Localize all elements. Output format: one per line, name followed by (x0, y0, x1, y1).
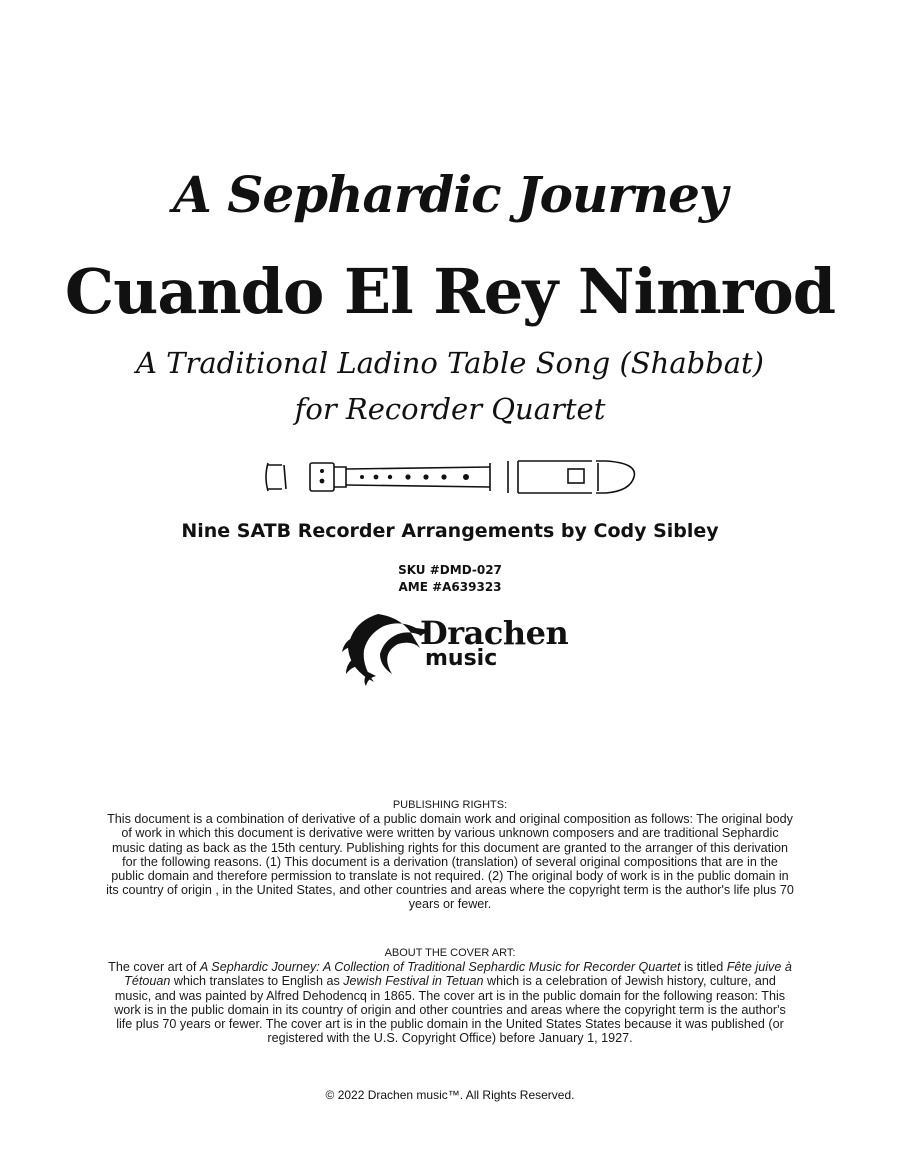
ame-number: AME #A639323 (398, 580, 502, 594)
cover-art-heading: ABOUT THE COVER ART: (384, 947, 516, 959)
collection-title: A Sephardic Journey: A Collection of Traditional Sephardic Music for Recorder Quartet (199, 960, 681, 975)
cover-art-text: The cover art of A Sephardic Journey: A Collection of Traditional Sephardic Music for Recorder Quartet is titled Fête juive à Tétouan which translates to English as Jewish Festival in Tetuan which is a celebration of Jewish history, culture, and music, and was painted by Alfred Dehodencq in 1865. The cover art is in the public domain for the following reason: This work is in the public domain in its country of origin and other countries and areas where the copyright term is the author's life plus 70 years or fewer. The cover art is in the public domain in the United States States because it was published (or registered with the U.S. Copyright Office) before January 1, 1927. (108, 960, 792, 1046)
logo-word-drachen: Drachen (420, 614, 569, 652)
recorder-illustration (262, 455, 638, 499)
cover-art-section (105, 946, 795, 1045)
arrangement-credit: Nine SATB Recorder Arrangements by Cody Sibley (181, 520, 719, 542)
publishing-rights-text: This document is a combination of derivative of a public domain work and original composition as follows: The original body of work in which this document is derivative were written by various unknown composers and are traditional Sephardic music dating as back as the 15th century. Publishing rights for this document are granted to the arranger of this derivation for the following reasons. (1) This document is a derivation (translation) of several original compositions that are in the public domain and therefore permission to translate is not required. (2) The original body of work is in the public domain in its country of origin , in the United States, and other countries and areas where the copyright term is the author's life plus 70 years or fewer. (106, 812, 794, 912)
copyright-notice: © 2022 Drachen music™. All Rights Reserved. (325, 1088, 575, 1102)
series-title: A Sephardic Journey (173, 165, 727, 224)
painting-english-title: Jewish Festival in Tetuan (343, 974, 484, 989)
catalog-numbers (0, 562, 900, 596)
subtitle-line-2: for Recorder Quartet (294, 392, 606, 426)
publishing-rights-heading: PUBLISHING RIGHTS: (392, 799, 508, 811)
logo-word-music: music (425, 646, 498, 671)
subtitle-line-1: A Traditional Ladino Table Song (Shabbat) (135, 346, 764, 380)
painting-title: Fête juive à Tétouan (124, 960, 792, 989)
sku-number: SKU #DMD-027 (398, 563, 502, 577)
publishing-rights-section (105, 798, 795, 912)
main-title: Cuando El Rey Nimrod (64, 255, 836, 328)
